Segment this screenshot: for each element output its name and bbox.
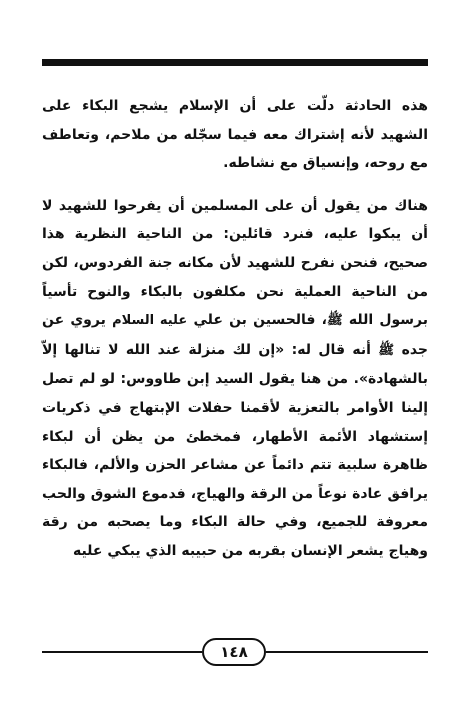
alayhi-salam-symbol: عليه السلام (112, 313, 188, 329)
page-number: ١٤٨ (202, 638, 266, 666)
paragraph-2-part-1: هناك من يقول أن على المسلمين أن يفرحوا للشهيد لا أن يبكوا عليه، فنرد قائلين: من الناحية النظرية هذا صحيح، فنحن نفرح للشهيد لأن مكانه جنة الفردوس، لكن من الناحية العملية نحن مكلفون بالبكاء والنوح تأسياً برسول الله (42, 197, 429, 329)
page-body (42, 92, 428, 566)
footer-rule-left (42, 651, 202, 653)
paragraph-2 (42, 192, 428, 566)
salawat-symbol: ﷺ (326, 313, 343, 329)
paragraph-2-part-3: يروي عن جده (42, 312, 429, 358)
paragraph-2-part-4: أنه قال له: «إن لك منزلة عند الله لا تنالها إلاّ بالشهادة». من هنا يقول السيد إبن طاووس: لو لم تصل إلينا الأوامر بالتعزية لأقمنا حفلات الإبتهاج في ذكريات إستشهاد الأئمة الأطهار، فمخطئ من يظن أن لبكاء ظاهرة سلبية تتم دائماً عن مشاعر الحزن والألم، فالبكاء يرافق عادة نوعاً من الرقة والهياج، فدموع الشوق والحب معروفة للجميع، وفي حالة البكاء وما يصحبه من رقة وهياج يشعر الإنسان بقربه من حبيبه الذي يبكي عليه (42, 341, 428, 559)
header-rule (42, 59, 428, 66)
footer-rule-right (266, 651, 428, 653)
salawat-symbol: ﷺ (378, 342, 395, 358)
paragraph-2-part-2: ، فالحسين بن علي (193, 312, 327, 329)
paragraph-1: هذه الحادثة دلّت على أن الإسلام يشجع البكاء على الشهيد لأنه إشتراك معه فيما سجّله من ملاحم، وتعاطف مع روحه، وإنسياق مع نشاطه. (42, 98, 428, 172)
